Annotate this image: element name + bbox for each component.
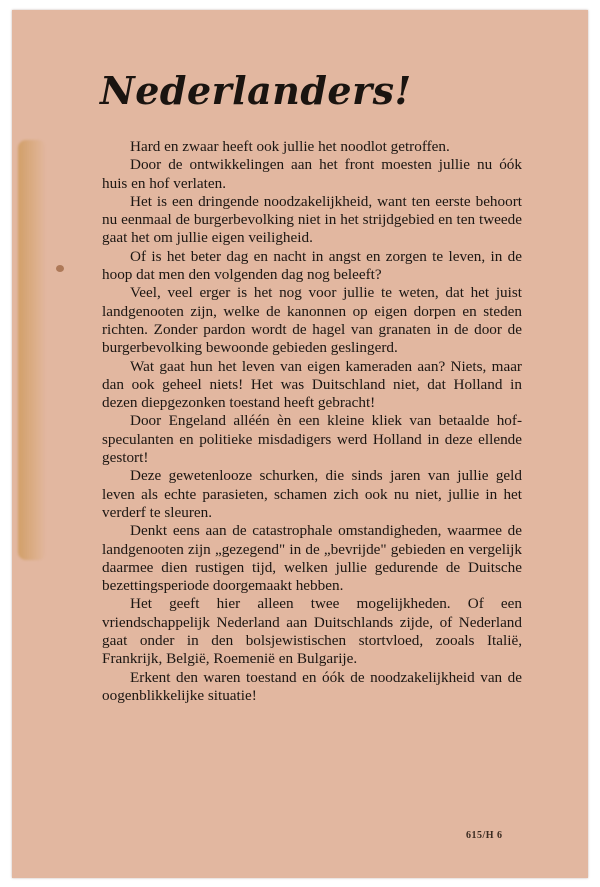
paragraph: Het is een dringende noodzakelijkheid, want ten eerste behoort nu eenmaal de burgerbevolking niet in het strijdgebied en ten tweede gaat het om jullie eigen veiligheid. [102,192,522,247]
age-stain [18,140,46,560]
paragraph: Wat gaat hun het leven van eigen kameraden aan? Niets, maar dan ook geheel niets! Het was Duitschland niet, dat Holland in dezen diepgezonken toestand heeft gebracht! [102,357,522,412]
leaflet-sheet [12,10,588,878]
print-code: 615/H 6 [466,830,503,841]
paragraph: Denkt eens aan de catastrophale omstandigheden, waarmee de landgenooten zijn „gezegend" in de „bevrijde" gebieden en vergelijk daarmee dien rustigen tijd, welken jullie gedurende de Duitsche bezettingsperiode doorgemaakt hebben. [102,522,522,595]
ink-spot [56,265,64,272]
paragraph: Door de ontwikkelingen aan het front moesten jullie nu óók huis en hof verlaten. [102,156,522,192]
paragraph: Het geeft hier alleen twee mogelijkheden. Of een vriendschappelijk Nederland aan Duitschlands zijde, of Nederland gaat onder in den bolsjewistischen stortvloed, zooals Italië, Frankrijk, België, Roemenië en Bulgarije. [102,595,522,668]
leaflet-title: Nederlanders! [100,68,412,113]
paragraph: Veel, veel erger is het nog voor jullie te weten, dat het juist landgenooten zijn, welke de kanonnen op eigen dorpen en steden richten. Zonder pardon wordt de hagel van granaten in de door de burgerbevolking bewoonde gebieden geslingerd. [102,284,522,357]
paragraph: Hard en zwaar heeft ook jullie het noodlot getroffen. [130,138,450,155]
leaflet-body [102,138,522,705]
paragraph: Of is het beter dag en nacht in angst en zorgen te leven, in de hoop dat men den volgenden dag nog beleeft? [102,247,522,284]
paragraph: Deze gewetenlooze schurken, die sinds jaren van jullie geld leven als echte parasieten, schamen zich ook nu niet, jullie in het verderf te sleuren. [102,467,522,521]
paragraph: Erkent den waren toestand en óók de noodzakelijkheid van de oogenblikkelijke situatie! [102,668,522,704]
paragraph: Door Engeland alléén èn een kleine kliek van betaalde hof-speculanten en politieke misdadigers werd Holland in deze ellende gestort! [102,412,522,467]
